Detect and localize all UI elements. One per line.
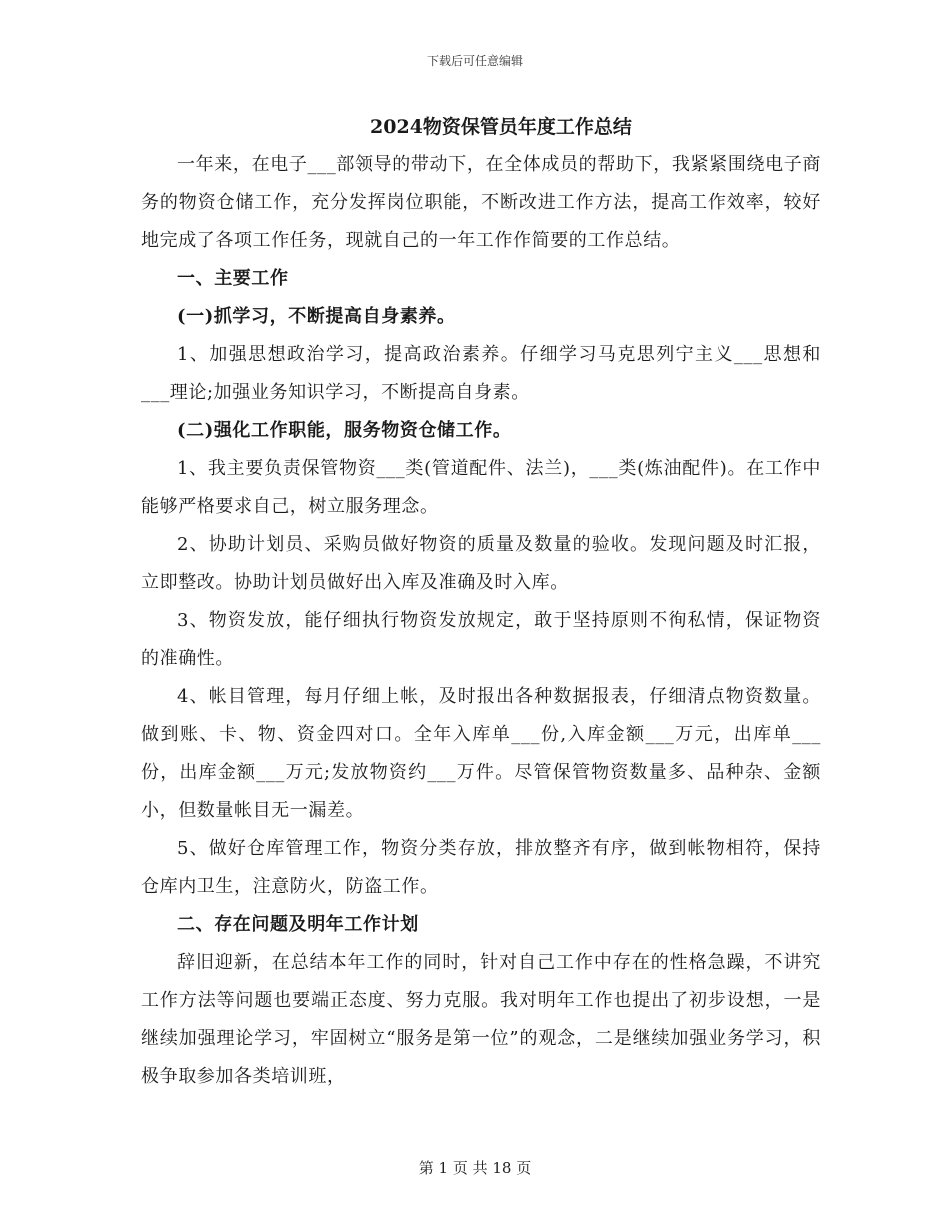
- section-2-heading: 二、存在问题及明年工作计划: [177, 914, 419, 935]
- subsection-2-paragraph-2: 2、协助计划员、采购员做好物资的质量及数量的验收。发现问题及时汇报，立即整改。协助计划员做好出入库及准确及时入库。: [141, 534, 821, 593]
- subsection-1-heading: (一)抓学习，不断提高自身素养。: [177, 306, 456, 327]
- subsection-2-paragraph-1: 1、我主要负责保管物资___类(管道配件、法兰)，___类(炼油配件)。在工作中能够严格要求自己，树立服务理念。: [141, 458, 821, 517]
- subsection-2-paragraph-4: 4、帐目管理，每月仔细上帐，及时报出各种数据报表，仔细清点物资数量。做到账、卡、物、资金四对口。全年入库单___份,入库金额___万元，出库单___份，出库金额___万元;发放物资约___万件。尽管保管物资数量多、品种杂、金额小，但数量帐目无一漏差。: [141, 686, 821, 821]
- section-2-paragraph-1: 辞旧迎新，在总结本年工作的同时，针对自己工作中存在的性格急躁，不讲究工作方法等问题也要端正态度、努力克服。我对明年工作也提出了初步设想，一是继续加强理论学习，牢固树立“服务是第一位”的观念，二是继续加强业务学习，积极争取参加各类培训班，: [141, 952, 821, 1087]
- section-1-heading: 一、主要工作: [177, 268, 289, 289]
- intro-paragraph: 一年来，在电子___部领导的带动下，在全体成员的帮助下，我紧紧围绕电子商务的物资仓储工作，充分发挥岗位职能，不断改进工作方法，提高工作效率，较好地完成了各项工作任务，现就自己的一年工作作简要的工作总结。: [141, 154, 821, 251]
- subsection-2-paragraph-3: 3、物资发放，能仔细执行物资发放规定，敢于坚持原则不徇私情，保证物资的准确性。: [141, 610, 821, 669]
- page-header-note: 下载后可任意编辑: [426, 54, 523, 68]
- subsection-1-paragraph-1: 1、加强思想政治学习，提高政治素养。仔细学习马克思列宁主义___思想和___理论;加强业务知识学习，不断提高自身素。: [141, 344, 821, 403]
- page-number-footer: 第 1 页 共 18 页: [418, 1159, 532, 1177]
- subsection-2-paragraph-5: 5、做好仓库管理工作，物资分类存放，排放整齐有序，做到帐物相符，保持仓库内卫生，注意防火，防盗工作。: [141, 838, 821, 897]
- document-body: [141, 108, 821, 1096]
- document-title: 2024物资保管员年度工作总结: [370, 116, 632, 138]
- subsection-2-heading: (二)强化工作职能，服务物资仓储工作。: [177, 420, 512, 441]
